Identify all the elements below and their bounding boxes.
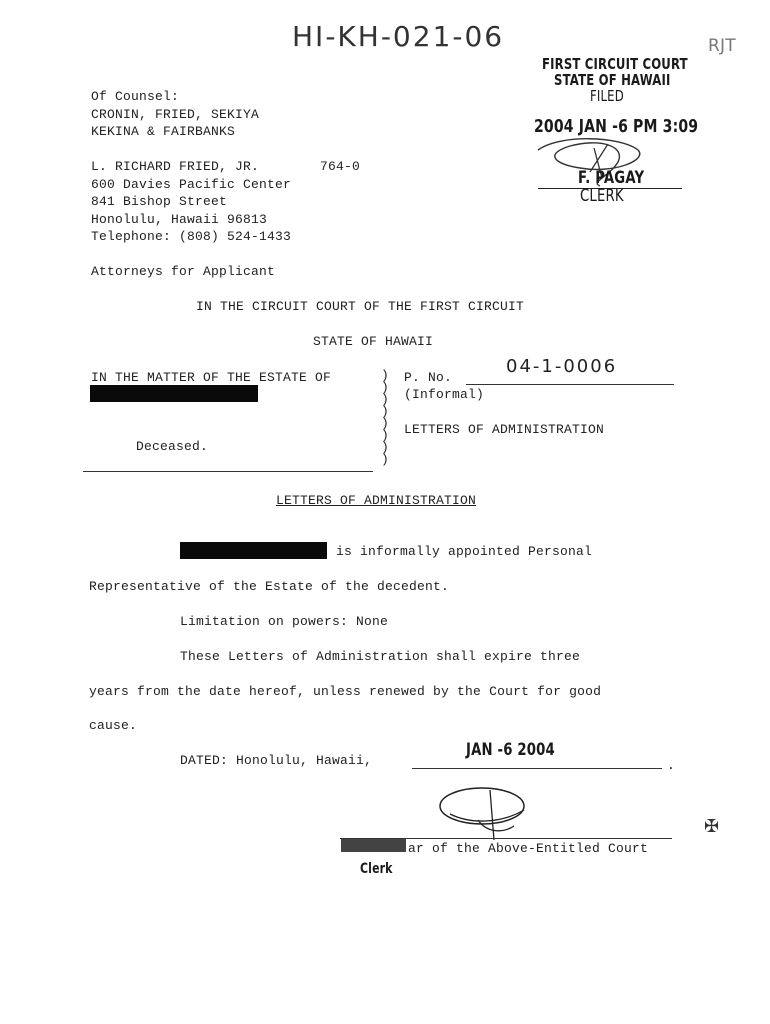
margin-initial-mark: ✠ — [704, 816, 720, 837]
probate-number-underline — [466, 384, 674, 385]
attorney-bar-number: 764-0 — [320, 159, 361, 174]
stamp-state: STATE OF HAWAII — [554, 71, 671, 89]
stamp-court-name: FIRST CIRCUIT COURT — [542, 55, 688, 73]
estate-matter-label: IN THE MATTER OF THE ESTATE OF — [91, 370, 332, 385]
expiry-text-line1: These Letters of Administration shall expire three — [180, 649, 581, 664]
stamp-role: CLERK — [580, 186, 624, 206]
clerk-label: Clerk — [360, 861, 393, 877]
telephone: Telephone: (808) 524-1433 — [91, 229, 292, 244]
deceased-label: Deceased. — [136, 439, 209, 454]
judge-signature — [430, 780, 540, 844]
caption-bottom-line — [83, 471, 373, 472]
address-line1: 600 Davies Pacific Center — [91, 177, 292, 192]
stamp-filed: FILED — [590, 87, 624, 105]
attorney-name: L. RICHARD FRIED, JR. — [91, 159, 260, 174]
document-title: LETTERS OF ADMINISTRATION — [276, 493, 477, 508]
of-counsel-label: Of Counsel: — [91, 89, 180, 104]
stamp-signer: F. PAGAY — [578, 168, 645, 188]
probate-number-label: P. No. — [404, 370, 453, 385]
corner-mark: RJT — [708, 36, 736, 56]
firm-name-line2: KEKINA & FAIRBANKS — [91, 124, 236, 139]
handwritten-code: HI-KH-021-06 — [292, 20, 505, 53]
dated-stamp: JAN -6 2004 — [466, 740, 555, 760]
appointment-text-line2: Representative of the Estate of the decedent. — [89, 579, 450, 594]
dated-period: . — [667, 758, 676, 773]
redacted-representative-name — [180, 542, 327, 559]
signature-line — [340, 838, 672, 839]
court-name: IN THE CIRCUIT COURT OF THE FIRST CIRCUIT — [196, 299, 525, 314]
redacted-registrar-prefix — [341, 838, 406, 852]
address-line3: Honolulu, Hawaii 96813 — [91, 212, 268, 227]
signature-line-caption: ar of the Above-Entitled Court — [408, 841, 649, 856]
probate-number: 04-1-0006 — [506, 356, 618, 377]
dated-label: DATED: Honolulu, Hawaii, — [180, 753, 373, 768]
expiry-text-line3: cause. — [89, 718, 138, 733]
caption-divider: ) ) ) ) ) ) ) ) — [381, 368, 389, 467]
informal-label: (Informal) — [404, 387, 485, 402]
firm-name-line1: CRONIN, FRIED, SEKIYA — [91, 107, 260, 122]
limitation-on-powers: Limitation on powers: None — [180, 614, 389, 629]
court-state: STATE OF HAWAII — [313, 334, 434, 349]
redacted-decedent-name — [90, 385, 258, 402]
dated-underline — [412, 768, 662, 769]
appointment-text-line1: is informally appointed Personal — [336, 544, 593, 559]
stamp-datetime: 2004 JAN -6 PM 3:09 — [534, 116, 699, 137]
expiry-text-line2: years from the date hereof, unless renewed by the Court for good — [89, 684, 602, 699]
caption-document-type: LETTERS OF ADMINISTRATION — [404, 422, 605, 437]
address-line2: 841 Bishop Street — [91, 194, 228, 209]
attorney-role: Attorneys for Applicant — [91, 264, 276, 279]
